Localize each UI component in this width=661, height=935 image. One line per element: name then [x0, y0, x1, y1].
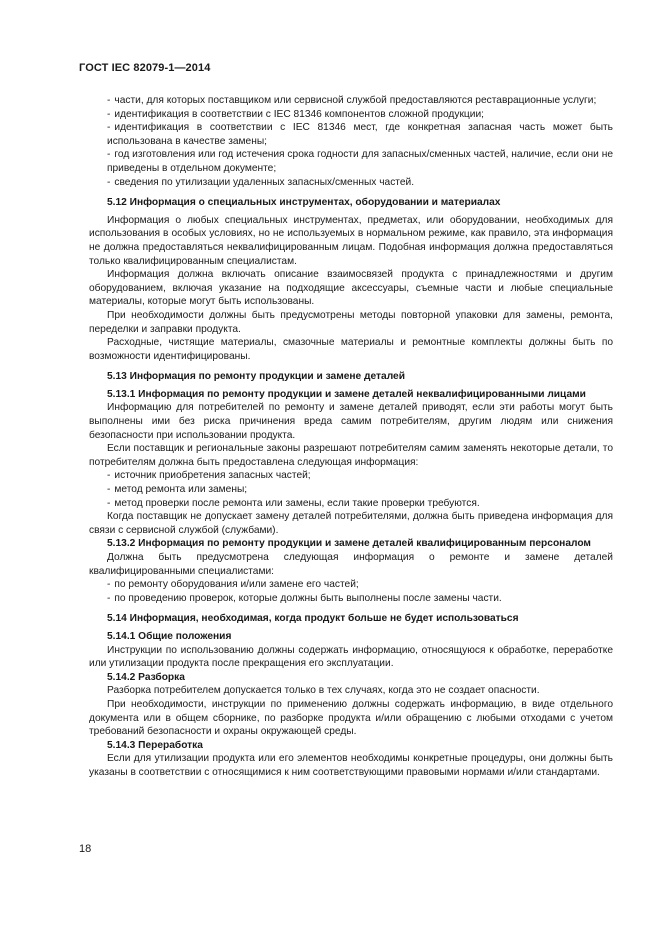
- page-number: 18: [79, 843, 92, 855]
- paragraph: Если для утилизации продукта или его элементов необходимы конкретные процедуры, они должны быть указаны в соответствии с относящимися к ним соответствующими правовыми нормами и/или стандартами.: [89, 753, 613, 778]
- paragraph: Когда поставщик не допускает замену деталей потребителями, должна быть приведена информация для связи с сервисной службой (службами).: [89, 511, 613, 536]
- list-item: - идентификация в соответствии с IEC 81346 мест, где конкретная запасная часть может быть использована в качестве замены;: [89, 121, 613, 148]
- paragraph: Информацию для потребителей по ремонту и замене деталей приводят, если эти работы могут быть выполнены ими без риска причинения вреда самим потребителям, другим людям или снижения безопасности при использовании продукта.: [89, 402, 613, 441]
- paragraph: Разборка потребителем допускается только в тех случаях, когда это не создает опасности.: [107, 685, 540, 697]
- paragraph: Расходные, чистящие материалы, смазочные материалы и ремонтные комплекты должны быть по возможности идентифицированы.: [89, 337, 613, 362]
- section-heading-5-14: 5.14 Информация, необходимая, когда продукт больше не будет использоваться: [107, 613, 519, 625]
- list-item: - части, для которых поставщиком или сервисной службой предоставляются реставрационные услуги;: [89, 94, 613, 108]
- list-item: - по проведению проверок, которые должны быть выполнены после замены части.: [89, 592, 613, 606]
- paragraph: Информация должна включать описание взаимосвязей продукта с принадлежностями и другим оборудованием, включая указание на подходящие аксессуары, съемные части и любые специальные материалы, которые могут быть использованы.: [89, 269, 613, 308]
- list-item: - метод ремонта или замены;: [89, 483, 613, 497]
- list-item: - метод проверки после ремонта или замены, если такие проверки требуются.: [89, 497, 613, 511]
- list-item: - источник приобретения запасных частей;: [89, 469, 613, 483]
- section-heading-5-13: 5.13 Информация по ремонту продукции и замене деталей: [107, 371, 405, 383]
- subsection-heading-5-14-3: 5.14.3 Переработка: [107, 739, 203, 751]
- paragraph: Информация о любых специальных инструментах, предметах, или оборудовании, необходимых для использования в особых условиях, но не используемых в нормальном режиме, как правило, эта информация не должна предоставляться неквалифицированным лицам. Подобная информация должна предоставляться только квалифицированным специалистам.: [89, 214, 613, 267]
- paragraph: Если поставщик и региональные законы разрешают потребителям самим заменять некоторые детали, то потребителям должна быть предоставлена следующая информация:: [89, 443, 613, 468]
- list-item: - год изготовления или год истечения срока годности для запасных/сменных частей, наличие, если они не приведены в отдельном документе;: [89, 148, 613, 175]
- paragraph: Инструкции по использованию должны содержать информацию, относящуюся к обработке, переработке или утилизации продукта после прекращения его эксплуатации.: [89, 644, 613, 670]
- paragraph: При необходимости должны быть предусмотрены методы повторной упаковки для замены, ремонта, переделки и заправки продукта.: [89, 309, 613, 335]
- list-item: - по ремонту оборудования и/или замене его частей;: [89, 578, 613, 592]
- document-header: ГОСТ IEC 82079-1—2014: [79, 62, 211, 74]
- paragraph: Должна быть предусмотрена следующая информация о ремонте и замене деталей квалифицированными специалистами:: [89, 552, 613, 577]
- subsection-heading-5-14-1: 5.14.1 Общие положения: [107, 630, 232, 642]
- list-item: - сведения по утилизации удаленных запасных/сменных частей.: [89, 176, 613, 190]
- subsection-heading-5-14-2: 5.14.2 Разборка: [107, 671, 185, 683]
- paragraph: При необходимости, инструкции по применению должны содержать информацию, в виде отдельного документа или в общем сборнике, по разборке продукта и/или обращению с любыми отходами с учетом требований безопасности и охраны окружающей среды.: [89, 698, 613, 738]
- list-item: - идентификация в соответствии с IEC 81346 компонентов сложной продукции;: [89, 108, 613, 122]
- section-heading-5-12: 5.12 Информация о специальных инструментах, оборудовании и материалах: [107, 197, 501, 209]
- subsection-heading-5-13-1: 5.13.1 Информация по ремонту продукции и замене деталей неквалифицированными лицами: [107, 388, 586, 400]
- page-body: [89, 94, 613, 780]
- subsection-heading-5-13-2: 5.13.2 Информация по ремонту продукции и замене деталей квалифицированным персоналом: [107, 538, 591, 550]
